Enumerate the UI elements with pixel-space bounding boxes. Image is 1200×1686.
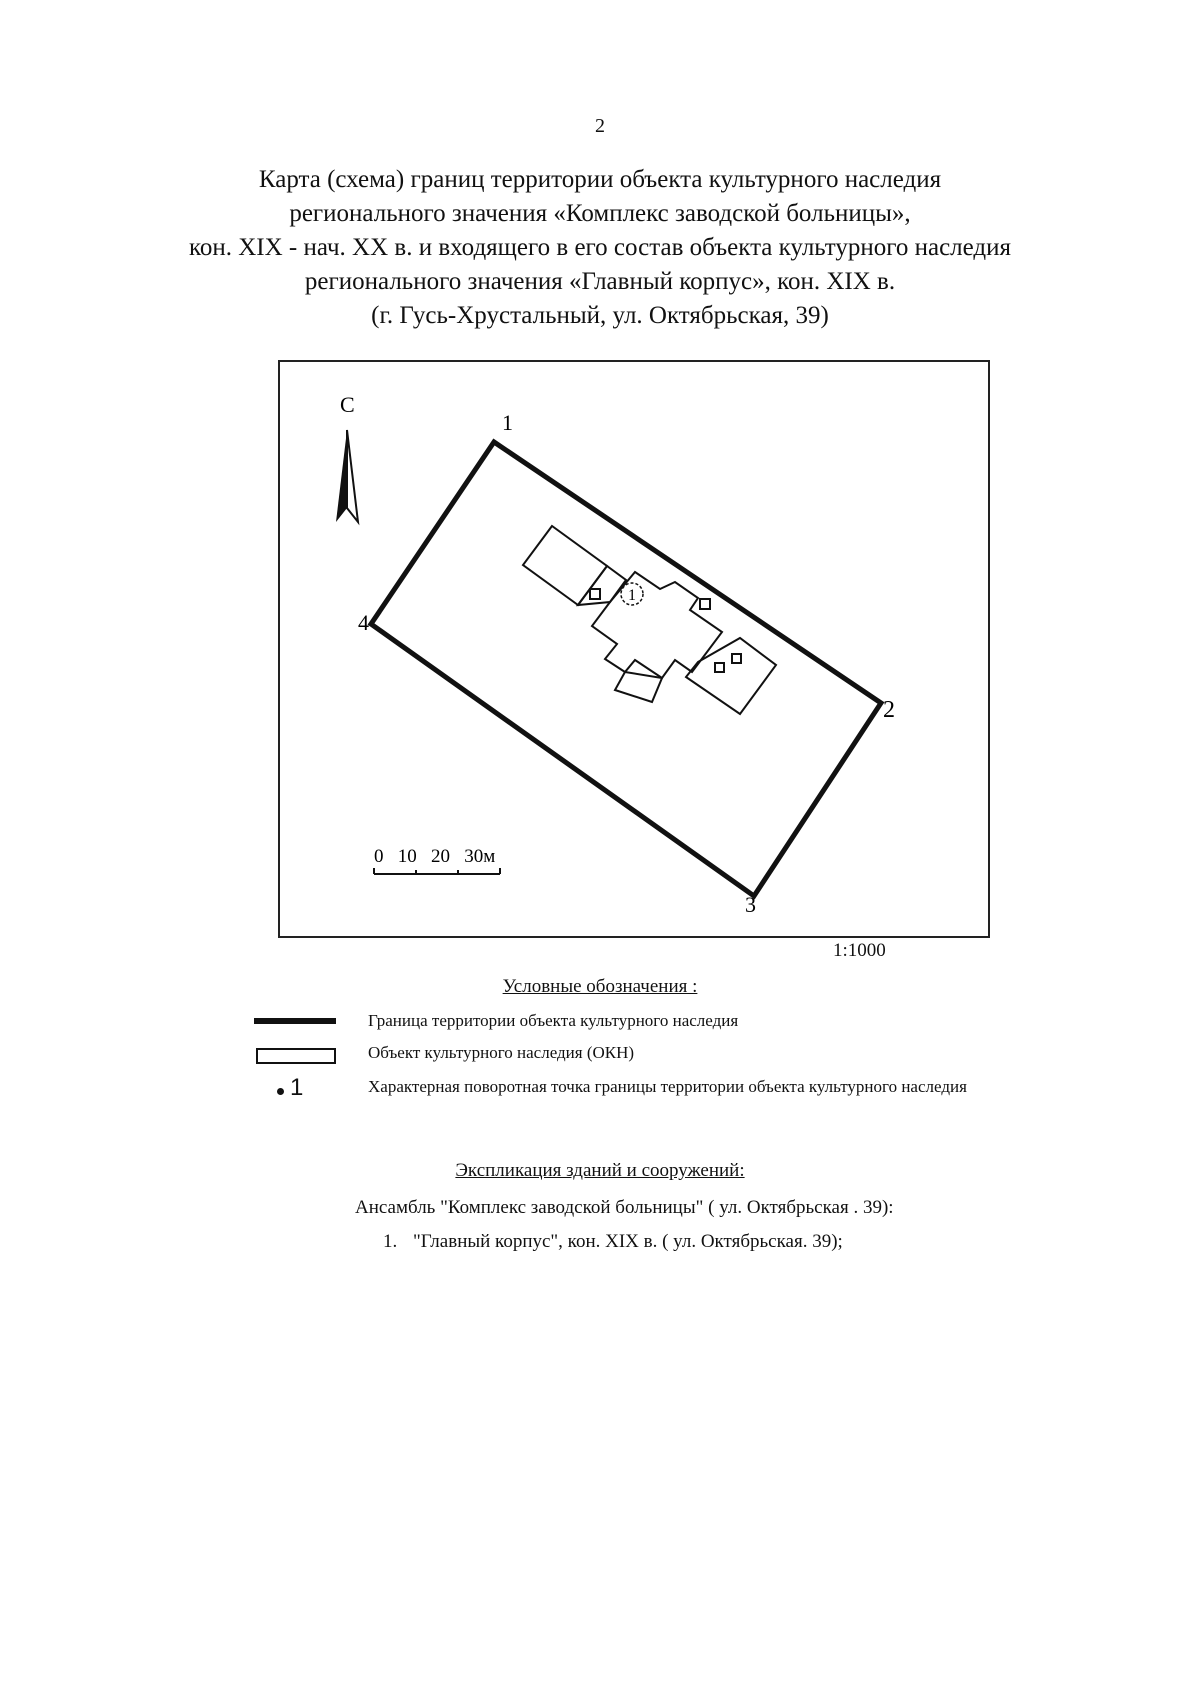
- explication-title: Экспликация зданий и сооружений:: [455, 1160, 745, 1181]
- boundary-point-label: 2: [883, 697, 895, 723]
- legend-item-text: Характерная поворотная точка границы территории объекта культурного наследия: [368, 1077, 967, 1096]
- legend-rectangle-icon: [250, 1040, 340, 1070]
- legend-item-text: Объект культурного наследия (ОКН): [368, 1043, 635, 1062]
- title-line: (г. Гусь-Хрустальный, ул. Октябрьская, 39): [371, 302, 829, 329]
- scale-bar: [374, 868, 500, 874]
- territory-boundary: [371, 442, 881, 896]
- explication-ensemble: Ансамбль "Комплекс заводской больницы" ( ул. Октябрьская . 39):: [355, 1197, 894, 1218]
- explication-item-number: 1.: [383, 1231, 398, 1252]
- title-line: регионального значения «Главный корпус», кон. XIX в.: [304, 268, 896, 295]
- map-drawing: [280, 362, 992, 940]
- explication-item-text: "Главный корпус", кон. XIX в. ( ул. Октябрьская. 39);: [413, 1231, 843, 1252]
- title-line: регионального значения «Комплекс заводской больницы»,: [289, 200, 911, 227]
- legend-title: Условные обозначения :: [502, 976, 698, 997]
- scale-bar-label: 0 10 20 30м: [374, 846, 496, 867]
- legend-boundary-line-icon: [250, 1008, 340, 1038]
- legend-point-label: 1: [290, 1074, 304, 1101]
- legend-item-text: Граница территории объекта культурного наследия: [368, 1011, 739, 1030]
- object-marker-number: 1: [628, 587, 636, 604]
- title-line: кон. XIX - нач. XX в. и входящего в его состав объекта культурного наследия: [188, 234, 1012, 261]
- north-label: С: [340, 392, 355, 417]
- map-scale-ratio: 1:1000: [833, 940, 886, 961]
- legend-point-icon: [250, 1076, 340, 1106]
- explication-item: [383, 1231, 843, 1253]
- north-arrow-icon: [336, 430, 358, 522]
- document-title: [100, 163, 1100, 333]
- boundary-point-label: 4: [358, 610, 369, 635]
- title-line: Карта (схема) границ территории объекта культурного наследия: [258, 166, 942, 193]
- boundary-point-label: 1: [502, 410, 513, 435]
- page-number: 2: [595, 115, 605, 137]
- object-marker: [621, 583, 643, 605]
- map-scheme: [278, 360, 990, 938]
- heritage-building-outline: [523, 526, 776, 714]
- boundary-point-label: 3: [745, 892, 756, 917]
